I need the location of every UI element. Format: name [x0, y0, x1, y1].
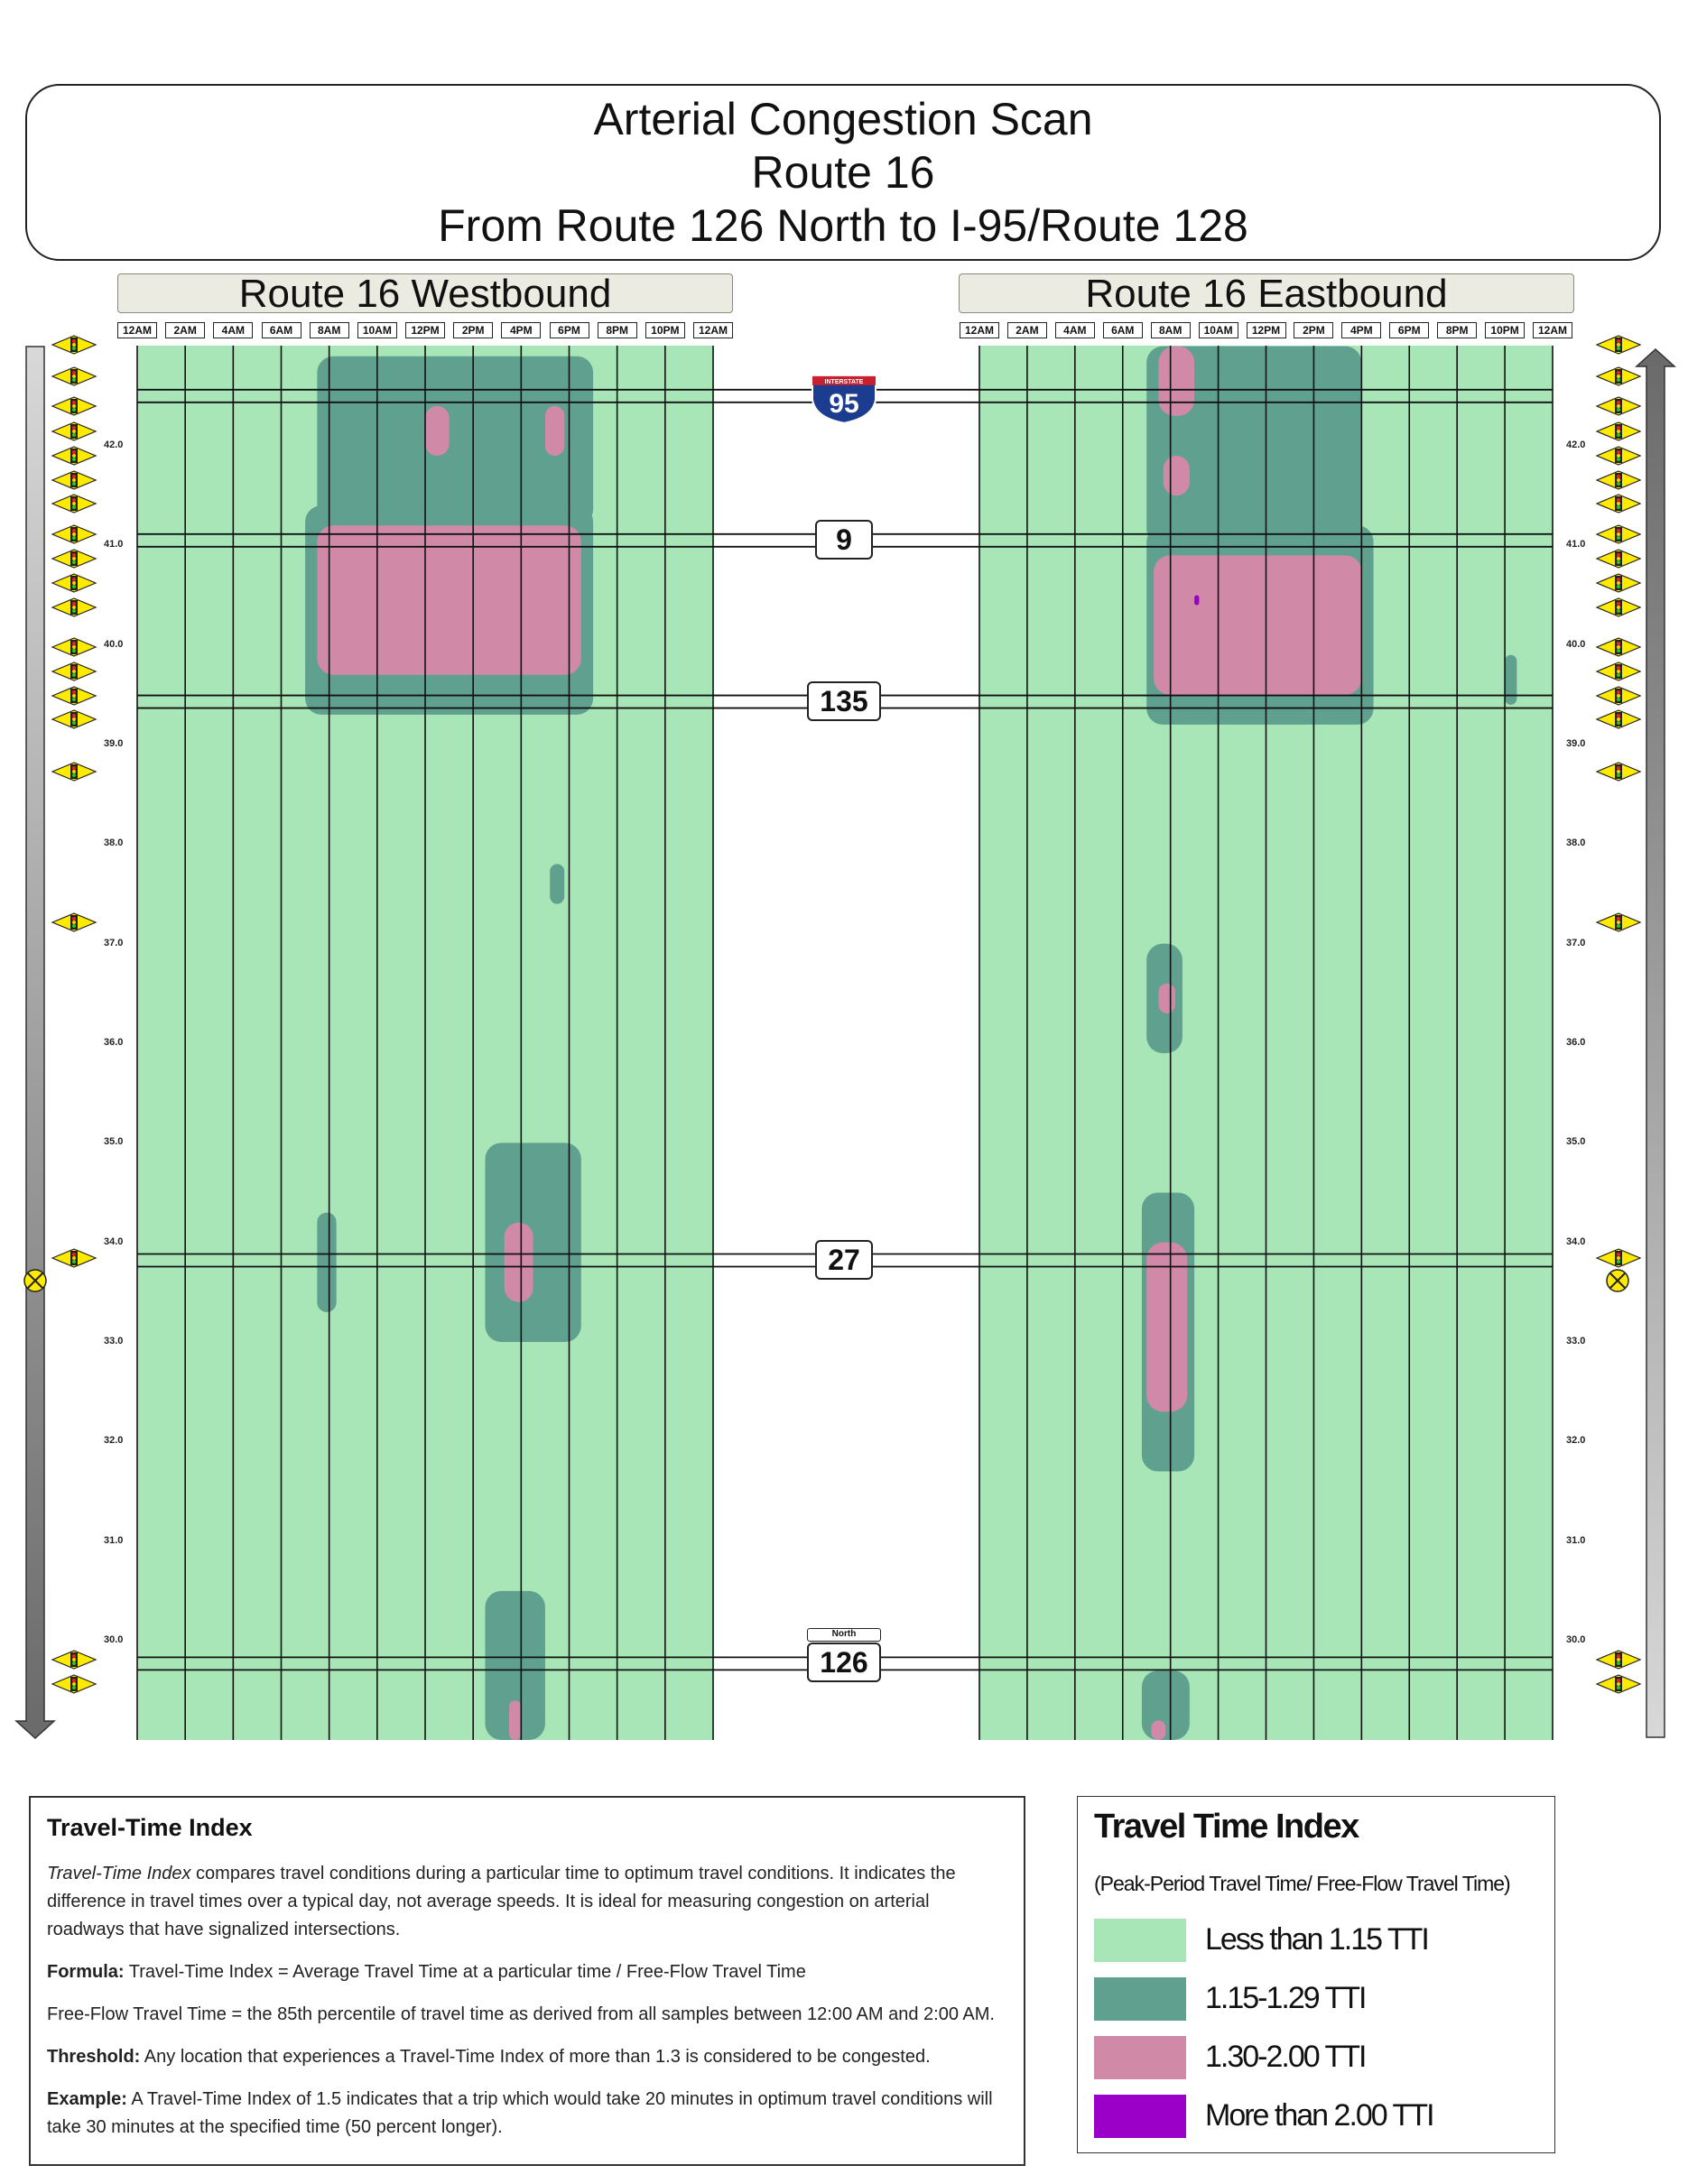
mile-tick-right-0: 42.0: [1566, 440, 1586, 450]
westbound-congestion-region-10: [509, 1700, 521, 1740]
route-126-shield: 126: [807, 1643, 881, 1682]
signal-amber-light: [72, 581, 76, 585]
signal-red-light: [72, 578, 76, 581]
mile-tick-right-12: 30.0: [1566, 1634, 1586, 1645]
signal-amber-light: [1617, 454, 1620, 458]
signal-red-light: [72, 426, 76, 430]
signal-amber-light: [1617, 606, 1620, 609]
eastbound-time-tick-2: 4AM: [1055, 322, 1095, 338]
mile-tick-left-1: 41.0: [104, 539, 124, 551]
signal-amber-light: [72, 1256, 76, 1260]
signal-red-light: [72, 1679, 76, 1682]
mile-tick-right-2: 40.0: [1566, 638, 1586, 650]
info-example-label: Example:: [47, 2089, 127, 2109]
eastbound-congestion-region-1: [1158, 347, 1194, 416]
mile-tick-right-7: 35.0: [1566, 1136, 1586, 1148]
signal-amber-light: [1617, 645, 1620, 649]
signal-amber-light: [1617, 770, 1620, 773]
signal-red-light: [72, 475, 76, 478]
traffic-signal-icon-left-15: [52, 763, 96, 781]
signal-amber-light: [72, 770, 76, 773]
legend-swatch-low: [1094, 1919, 1186, 1962]
traffic-signal-icon-left-19: [52, 1675, 96, 1693]
info-example-text: A Travel-Time Index of 1.5 indicates that a trip which would take 20 minutes in optimum travel conditions will take 30 minutes at the specified time (50 percent longer).: [47, 2089, 993, 2137]
signal-green-light: [1617, 347, 1620, 350]
signal-amber-light: [72, 532, 76, 536]
traffic-signal-icon-left-4: [52, 447, 96, 465]
mile-tick-left-9: 33.0: [104, 1336, 124, 1346]
eastbound-congestion-region-4: [1154, 555, 1361, 694]
info-freeflow: Free-Flow Travel Time = the 85th percentile of travel time as derived from all samples between 12:00 AM and 2:00 AM.: [47, 2004, 995, 2024]
eastbound-time-tick-8: 4PM: [1341, 322, 1381, 338]
signal-red-light: [1617, 917, 1620, 921]
signal-red-light: [72, 642, 76, 645]
signal-green-light: [72, 924, 76, 928]
westbound-time-tick-7: 2PM: [453, 322, 493, 338]
traffic-signal-icon-left-12: [52, 662, 96, 680]
traffic-signal-icon-right-0: [1597, 336, 1640, 354]
legend-label-congested: 1.30-2.00 TTI: [1205, 2040, 1366, 2074]
signal-amber-light: [1617, 375, 1620, 378]
signal-green-light: [1617, 1661, 1620, 1665]
info-formula-label: Formula:: [47, 1962, 125, 1982]
eastbound-time-tick-7: 2PM: [1294, 322, 1333, 338]
signal-green-light: [72, 536, 76, 540]
signal-green-light: [1617, 924, 1620, 928]
info-formula-text: Travel-Time Index = Average Travel Time at a particular time / Free-Flow Travel Time: [124, 1962, 806, 1982]
signal-amber-light: [72, 343, 76, 347]
signal-amber-light: [1617, 343, 1620, 347]
westbound-time-tick-5: 10AM: [357, 322, 397, 338]
legend-swatch-moderate: [1094, 1977, 1186, 2021]
westbound-time-tick-6: 12PM: [405, 322, 445, 338]
signal-red-light: [1617, 339, 1620, 343]
legend-label-moderate: 1.15-1.29 TTI: [1205, 1981, 1366, 2015]
legend-subtitle: (Peak-Period Travel Time/ Free-Flow Travel Time): [1094, 1872, 1510, 1895]
signal-amber-light: [72, 478, 76, 482]
westbound-time-tick-9: 6PM: [550, 322, 589, 338]
signal-green-light: [1617, 609, 1620, 613]
signal-amber-light: [72, 921, 76, 924]
traffic-signal-icon-right-1: [1597, 367, 1640, 385]
mile-tick-left-12: 30.0: [104, 1634, 124, 1645]
info-description-text: compares travel conditions during a particular time to optimum travel conditions. It indicates the difference in travel times over a typical day, not average speeds. It is ideal for measuring congestion on arterial roadways that have signalized intersections.: [47, 1864, 956, 1939]
signal-red-light: [1617, 642, 1620, 645]
westbound-time-tick-11: 10PM: [645, 322, 685, 338]
signal-green-light: [72, 347, 76, 350]
traffic-signal-icon-left-14: [52, 710, 96, 728]
title-line-3: From Route 126 North to I-95/Route 128: [438, 200, 1248, 251]
signal-green-light: [1617, 408, 1620, 412]
eastbound-congestion-region-5: [1194, 596, 1199, 606]
traffic-signal-icon-left-11: [52, 638, 96, 656]
signal-amber-light: [1617, 1658, 1620, 1661]
westbound-time-tick-8: 4PM: [501, 322, 541, 338]
westbound-congestion-region-4: [317, 525, 580, 675]
signal-green-light: [72, 649, 76, 652]
westbound-time-tick-10: 8PM: [598, 322, 637, 338]
signal-green-light: [1617, 536, 1620, 540]
mile-tick-left-8: 34.0: [104, 1235, 124, 1247]
interstate-shield-number: 95: [829, 388, 859, 419]
railroad-crossing-icon-right: [1607, 1270, 1628, 1291]
route-135-shield: 135: [807, 681, 881, 721]
signal-amber-light: [1617, 404, 1620, 408]
traffic-signal-icon-left-3: [52, 422, 96, 440]
signal-red-light: [72, 401, 76, 404]
signal-red-light: [72, 714, 76, 717]
signal-amber-light: [1617, 670, 1620, 673]
interstate-shield-top-text: INTERSTATE: [824, 378, 864, 385]
signal-red-light: [72, 666, 76, 670]
signal-amber-light: [72, 375, 76, 378]
signal-green-light: [72, 378, 76, 382]
westbound-header: Route 16 Westbound: [117, 273, 733, 313]
signal-red-light: [1617, 690, 1620, 694]
legend-title: Travel Time Index: [1094, 1808, 1359, 1846]
eastbound-time-tick-6: 12PM: [1247, 322, 1286, 338]
signal-green-light: [1617, 560, 1620, 564]
signal-amber-light: [72, 404, 76, 408]
legend-box: [1077, 1796, 1555, 2153]
signal-green-light: [72, 1686, 76, 1689]
eastbound-congestion-region-2: [1164, 456, 1190, 495]
signal-green-light: [1617, 585, 1620, 588]
traffic-signal-icon-right-14: [1597, 710, 1640, 728]
signal-red-light: [1617, 475, 1620, 478]
signal-green-light: [1617, 1686, 1620, 1689]
signal-amber-light: [1617, 1682, 1620, 1686]
signal-green-light: [72, 698, 76, 701]
signal-red-light: [72, 1654, 76, 1658]
mile-tick-left-0: 42.0: [104, 440, 124, 450]
mile-tick-right-9: 33.0: [1566, 1336, 1586, 1346]
signal-green-light: [1617, 378, 1620, 382]
eastbound-time-tick-11: 10PM: [1485, 322, 1525, 338]
signal-red-light: [1617, 426, 1620, 430]
signal-red-light: [1617, 602, 1620, 606]
legend-label-severe: More than 2.00 TTI: [1205, 2098, 1433, 2133]
signal-red-light: [72, 371, 76, 375]
signal-green-light: [1617, 698, 1620, 701]
traffic-signal-icon-left-16: [52, 913, 96, 931]
signal-red-light: [1617, 401, 1620, 404]
mile-tick-left-11: 31.0: [104, 1534, 124, 1546]
traffic-signal-icon-left-2: [52, 397, 96, 415]
signal-red-light: [72, 339, 76, 343]
mile-tick-left-2: 40.0: [104, 638, 124, 650]
mile-tick-right-8: 34.0: [1566, 1235, 1586, 1247]
signal-red-light: [1617, 1679, 1620, 1682]
signal-green-light: [1617, 649, 1620, 652]
legend-swatch-congested: [1094, 2036, 1186, 2079]
signal-red-light: [1617, 714, 1620, 717]
traffic-signal-icon-right-11: [1597, 638, 1640, 656]
mile-tick-left-6: 36.0: [104, 1037, 124, 1048]
westbound-congestion-region-1: [425, 406, 450, 456]
westbound-time-tick-4: 8AM: [310, 322, 349, 338]
traffic-signal-icon-right-10: [1597, 598, 1640, 616]
traffic-signal-icon-left-18: [52, 1651, 96, 1669]
signal-green-light: [72, 1260, 76, 1263]
signal-red-light: [72, 529, 76, 532]
route-126-north-plaque: North: [807, 1628, 881, 1642]
traffic-signal-icon-left-1: [52, 367, 96, 385]
eastbound-time-tick-4: 8AM: [1151, 322, 1191, 338]
signal-red-light: [72, 690, 76, 694]
mile-tick-right-10: 32.0: [1566, 1435, 1586, 1447]
signal-green-light: [72, 433, 76, 437]
signal-amber-light: [72, 430, 76, 433]
signal-red-light: [72, 917, 76, 921]
eastbound-time-tick-12: 12AM: [1533, 322, 1572, 338]
signal-amber-light: [72, 670, 76, 673]
signal-red-light: [72, 602, 76, 606]
signal-red-light: [72, 1253, 76, 1256]
signal-red-light: [1617, 1654, 1620, 1658]
westbound-direction-arrow: [16, 347, 54, 1738]
eastbound-time-tick-9: 6PM: [1389, 322, 1429, 338]
info-threshold-text: Any location that experiences a Travel-Time Index of more than 1.3 is considered to be congested.: [140, 2047, 931, 2067]
eastbound-congestion-region-8: [1158, 984, 1175, 1013]
westbound-congestion-region-5: [550, 864, 564, 903]
mile-tick-right-4: 38.0: [1566, 838, 1586, 849]
signal-amber-light: [1617, 581, 1620, 585]
westbound-congestion-region-2: [545, 406, 564, 456]
signal-amber-light: [1617, 430, 1620, 433]
traffic-signal-icon-right-19: [1597, 1675, 1640, 1693]
signal-green-light: [1617, 458, 1620, 461]
signal-red-light: [1617, 766, 1620, 770]
signal-red-light: [72, 766, 76, 770]
eastbound-time-tick-3: 6AM: [1103, 322, 1143, 338]
traffic-signal-icon-right-16: [1597, 913, 1640, 931]
eastbound-header: Route 16 Eastbound: [959, 273, 1574, 313]
signal-amber-light: [1617, 921, 1620, 924]
traffic-signal-icon-left-6: [52, 495, 96, 513]
eastbound-congestion-region-12: [1152, 1720, 1166, 1740]
info-description: [47, 1860, 1007, 1944]
mile-tick-right-6: 36.0: [1566, 1037, 1586, 1048]
signal-amber-light: [1617, 532, 1620, 536]
legend-swatch-severe: [1094, 2095, 1186, 2138]
traffic-signal-icon-right-13: [1597, 687, 1640, 705]
signal-amber-light: [1617, 478, 1620, 482]
signal-amber-light: [1617, 557, 1620, 560]
signal-green-light: [72, 721, 76, 725]
mile-tick-right-1: 41.0: [1566, 539, 1586, 551]
signal-green-light: [72, 673, 76, 677]
traffic-signal-icon-left-8: [52, 550, 96, 568]
signal-green-light: [1617, 1260, 1620, 1263]
interstate-95-shield: [812, 376, 876, 423]
signal-amber-light: [72, 606, 76, 609]
eastbound-congestion-region-10: [1146, 1243, 1187, 1412]
westbound-time-tick-1: 2AM: [165, 322, 205, 338]
signal-amber-light: [72, 557, 76, 560]
traffic-signal-icon-right-6: [1597, 495, 1640, 513]
info-box: [29, 1796, 1025, 2166]
westbound-time-tick-3: 6AM: [262, 322, 301, 338]
legend-label-low: Less than 1.15 TTI: [1205, 1922, 1428, 1957]
signal-red-light: [1617, 450, 1620, 454]
signal-amber-light: [72, 502, 76, 505]
mile-tick-left-10: 32.0: [104, 1435, 124, 1447]
mile-tick-right-3: 39.0: [1566, 738, 1586, 749]
traffic-signal-icon-right-17: [1597, 1249, 1640, 1267]
westbound-time-tick-12: 12AM: [693, 322, 733, 338]
signal-green-light: [1617, 433, 1620, 437]
info-threshold-label: Threshold:: [47, 2047, 141, 2067]
info-description-italic: Travel-Time Index: [47, 1864, 191, 1883]
traffic-signal-icon-left-9: [52, 574, 96, 592]
traffic-signal-icon-right-2: [1597, 397, 1640, 415]
route-27-shield: 27: [815, 1240, 873, 1280]
mile-tick-right-5: 37.0: [1566, 937, 1586, 949]
signal-green-light: [1617, 721, 1620, 725]
railroad-crossing-icon-left: [24, 1270, 46, 1291]
signal-amber-light: [1617, 1256, 1620, 1260]
westbound-congestion-region-7: [505, 1223, 533, 1302]
signal-green-light: [72, 482, 76, 486]
signal-amber-light: [72, 717, 76, 721]
info-threshold: [47, 2043, 1007, 2071]
traffic-signal-icon-left-5: [52, 471, 96, 489]
signal-amber-light: [1617, 717, 1620, 721]
traffic-signal-icon-left-0: [52, 336, 96, 354]
traffic-signal-icon-right-18: [1597, 1651, 1640, 1669]
signal-amber-light: [1617, 694, 1620, 698]
traffic-signal-icon-right-12: [1597, 662, 1640, 680]
traffic-signal-icon-right-15: [1597, 763, 1640, 781]
westbound-time-tick-0: 12AM: [117, 322, 157, 338]
signal-green-light: [72, 505, 76, 509]
signal-red-light: [1617, 529, 1620, 532]
signal-green-light: [72, 585, 76, 588]
signal-amber-light: [1617, 502, 1620, 505]
traffic-signal-icon-right-3: [1597, 422, 1640, 440]
mile-tick-left-7: 35.0: [104, 1136, 124, 1148]
westbound-time-tick-2: 4AM: [213, 322, 253, 338]
eastbound-time-tick-5: 10AM: [1199, 322, 1238, 338]
mile-tick-left-4: 38.0: [104, 838, 124, 849]
traffic-signal-icon-right-4: [1597, 447, 1640, 465]
signal-green-light: [1617, 505, 1620, 509]
signal-green-light: [1617, 482, 1620, 486]
eastbound-time-tick-0: 12AM: [960, 322, 999, 338]
signal-red-light: [72, 553, 76, 557]
mile-tick-left-3: 39.0: [104, 738, 124, 749]
signal-amber-light: [72, 454, 76, 458]
signal-red-light: [1617, 578, 1620, 581]
title-line-1: Arterial Congestion Scan: [593, 94, 1093, 144]
eastbound-time-tick-10: 8PM: [1437, 322, 1477, 338]
title-line-2: Route 16: [751, 147, 935, 198]
mile-tick-left-5: 37.0: [104, 937, 124, 949]
signal-green-light: [72, 773, 76, 777]
eastbound-direction-arrow: [1637, 349, 1674, 1737]
signal-red-light: [1617, 498, 1620, 502]
signal-amber-light: [72, 645, 76, 649]
info-title: Travel-Time Index: [47, 1814, 253, 1841]
signal-red-light: [1617, 371, 1620, 375]
signal-green-light: [72, 560, 76, 564]
signal-red-light: [1617, 1253, 1620, 1256]
mile-tick-right-11: 31.0: [1566, 1534, 1586, 1546]
traffic-signal-icon-left-13: [52, 687, 96, 705]
traffic-signal-icon-left-7: [52, 525, 96, 543]
traffic-signal-icon-right-8: [1597, 550, 1640, 568]
signal-amber-light: [72, 1682, 76, 1686]
signal-amber-light: [72, 694, 76, 698]
signal-red-light: [72, 450, 76, 454]
signal-green-light: [72, 1661, 76, 1665]
eastbound-time-tick-1: 2AM: [1007, 322, 1047, 338]
signal-green-light: [72, 609, 76, 613]
route-9-shield: 9: [815, 520, 873, 560]
signal-green-light: [72, 408, 76, 412]
traffic-signal-icon-right-5: [1597, 471, 1640, 489]
signal-amber-light: [72, 1658, 76, 1661]
westbound-congestion-region-8: [317, 1213, 336, 1312]
signal-green-light: [72, 458, 76, 461]
signal-red-light: [1617, 666, 1620, 670]
info-example: [47, 2086, 1007, 2142]
signal-red-light: [1617, 553, 1620, 557]
signal-red-light: [72, 498, 76, 502]
traffic-signal-icon-left-10: [52, 598, 96, 616]
signal-green-light: [1617, 673, 1620, 677]
signal-green-light: [1617, 773, 1620, 777]
info-formula: [47, 1958, 1007, 1986]
eastbound-congestion-region-6: [1505, 655, 1516, 705]
traffic-signal-icon-left-17: [52, 1249, 96, 1267]
traffic-signal-icon-right-9: [1597, 574, 1640, 592]
traffic-signal-icon-right-7: [1597, 525, 1640, 543]
